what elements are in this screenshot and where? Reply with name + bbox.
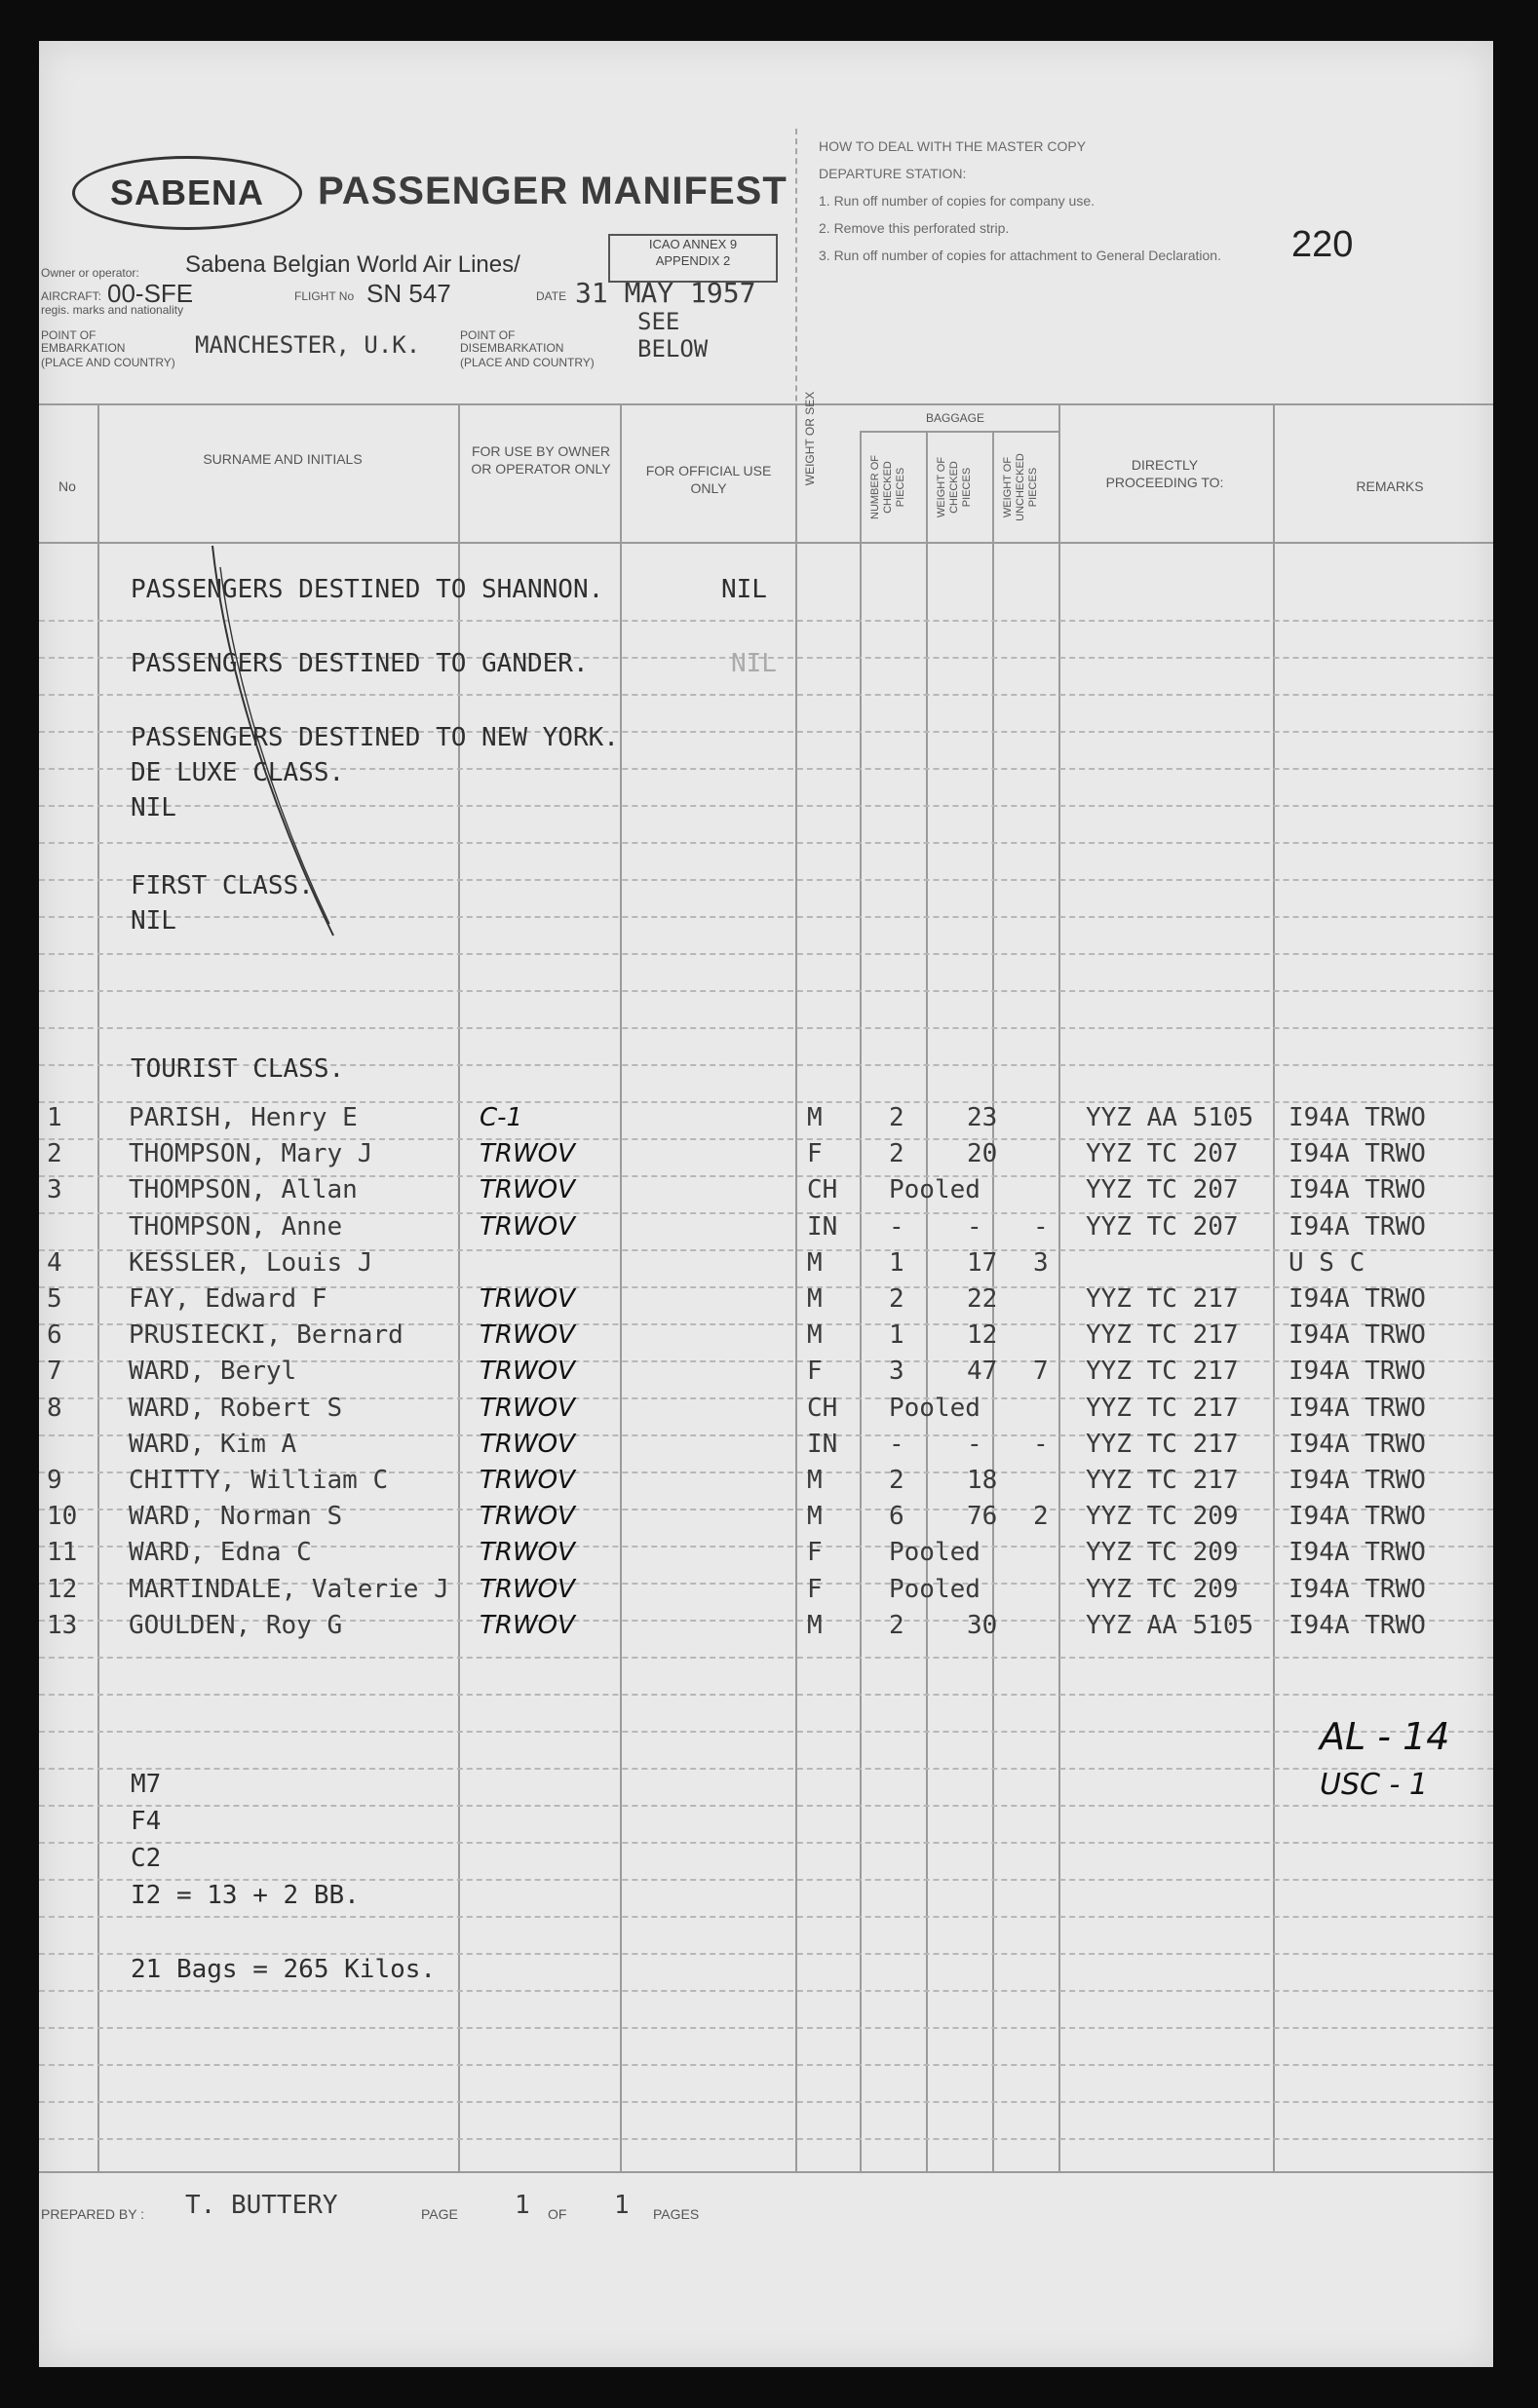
passenger-row [39,1317,1493,1352]
embark-label: POINT OF EMBARKATION [41,328,126,355]
passenger-no: 7 [47,1357,62,1387]
cancellation-line [212,546,333,936]
passenger-mark: TRWOV [480,1175,575,1205]
passenger-sex: IN [807,1211,838,1242]
passenger-sex: M [807,1103,823,1132]
col-header-weight: WEIGHT OR SEX [803,391,817,486]
passenger-no: 2 [47,1139,62,1169]
ruled-line [39,1657,1493,1659]
ruled-line [39,1768,1493,1770]
passenger-pcs: 3 [889,1357,904,1387]
passenger-row [39,1135,1493,1170]
passenger-to: YYZ TC 217 [1086,1284,1239,1314]
aircraft-label: AIRCRAFT: [41,289,102,303]
pages-label: PAGES [653,2206,700,2222]
passenger-unc: 2 [1033,1502,1049,1532]
passenger-no: 8 [47,1393,62,1423]
passenger-no: 5 [47,1284,62,1314]
passenger-kg: 22 [967,1284,998,1314]
col-header-surname: SURNAME AND INITIALS [203,451,363,467]
passenger-name: MARTINDALE, Valerie J [129,1574,449,1604]
passenger-name: WARD, Edna C [129,1538,312,1568]
passenger-pcs: 6 [889,1502,904,1532]
passenger-rem: I94A TRWO [1288,1357,1426,1387]
section-newyork: PASSENGERS DESTINED TO NEW YORK. [131,723,619,752]
passenger-to: YYZ TC 217 [1086,1320,1239,1351]
ruled-line [39,2064,1493,2066]
handwritten-al: AL - 14 [1320,1715,1450,1758]
ruled-line [39,1805,1493,1807]
passenger-mark: C-1 [480,1103,523,1132]
sabena-logo [72,156,302,230]
passenger-pcs: 2 [889,1103,904,1132]
passenger-pcs: Pooled [889,1393,980,1423]
passenger-sex: M [807,1247,823,1278]
passenger-unc: - [1033,1211,1049,1242]
date-value: 31 MAY 1957 [575,277,756,309]
passenger-row [39,1171,1493,1206]
prepared-value: T. BUTTERY [185,2191,338,2220]
aircraft-sub: regis. marks and nationality [41,303,184,317]
page-number: 220 [1291,224,1354,265]
ruled-line [39,953,1493,955]
passenger-row [39,1244,1493,1280]
section-deluxe: DE LUXE CLASS. [131,758,345,787]
passenger-row [39,1280,1493,1316]
aircraft-value: 00-SFE [107,279,194,308]
ruled-line [39,1990,1493,1992]
passenger-name: CHITTY, William C [129,1466,389,1495]
passenger-row [39,1353,1493,1388]
passenger-sex: M [807,1502,823,1532]
section-first: FIRST CLASS. [131,871,314,900]
passenger-name: PRUSIECKI, Bernard [129,1320,404,1351]
passenger-rem: I94A TRWO [1288,1574,1426,1604]
ruled-line [39,2138,1493,2140]
prepared-label: PREPARED BY : [41,2206,145,2222]
cancellation-line-2 [220,567,329,924]
passenger-row [39,1571,1493,1606]
section-gander-nil: NIL [731,649,777,678]
icao-line-1: ICAO ANNEX 9 [648,237,738,251]
page-label: PAGE [421,2206,458,2222]
table-top-border [39,403,1493,405]
embark-sub: (PLACE AND COUNTRY) [41,356,175,369]
passenger-kg: 12 [967,1320,998,1351]
of-label: OF [548,2206,567,2222]
instruction-2: DEPARTURE STATION: [819,166,967,181]
passenger-rem: I94A TRWO [1288,1502,1426,1532]
section-first-nil: NIL [131,906,176,936]
passenger-rem: I94A TRWO [1288,1538,1426,1568]
passenger-mark: TRWOV [480,1502,575,1532]
section-shannon: PASSENGERS DESTINED TO SHANNON. [131,575,604,604]
logo-text: SABENA [109,172,264,212]
passenger-rem: I94A TRWO [1288,1429,1426,1459]
ruled-line [39,1731,1493,1733]
passenger-sex: F [807,1139,823,1169]
passenger-name: THOMPSON, Anne [129,1211,343,1242]
disembark-value-1: SEE [637,308,680,335]
passenger-rem: I94A TRWO [1288,1610,1426,1640]
passenger-rem: I94A TRWO [1288,1284,1426,1314]
passenger-no: 3 [47,1175,62,1205]
passenger-sex: F [807,1574,823,1604]
section-tourist: TOURIST CLASS. [131,1054,345,1084]
passenger-pcs: 2 [889,1610,904,1640]
ruled-line [39,1916,1493,1918]
passenger-to: YYZ TC 217 [1086,1393,1239,1423]
passenger-kg: 17 [967,1247,998,1278]
passenger-pcs: Pooled [889,1175,980,1205]
handwritten-usc: USC - 1 [1320,1768,1428,1802]
passenger-to: YYZ TC 207 [1086,1211,1239,1242]
embark-value: MANCHESTER, U.K. [195,331,421,359]
passenger-name: WARD, Kim A [129,1429,297,1459]
col-header-checked-weight: WEIGHT OF CHECKED PIECES [936,456,973,518]
section-gander: PASSENGERS DESTINED TO GANDER. [131,649,589,678]
passenger-mark: TRWOV [480,1393,575,1423]
passenger-to: YYZ TC 217 [1086,1466,1239,1495]
passenger-no: 4 [47,1247,62,1278]
passenger-row [39,1607,1493,1642]
passenger-sex: IN [807,1429,838,1459]
passenger-no: 13 [47,1610,78,1640]
passenger-row [39,1534,1493,1569]
icao-box [608,234,778,283]
passenger-rem: I94A TRWO [1288,1175,1426,1205]
instruction-5: 3. Run off number of copies for attachment to General Declaration. [819,248,1221,263]
col-header-proceeding: DIRECTLY PROCEEDING TO: [1105,457,1224,490]
passenger-row [39,1208,1493,1243]
passenger-no: 9 [47,1466,62,1495]
passenger-sex: M [807,1610,823,1640]
passenger-to: YYZ TC 209 [1086,1538,1239,1568]
passenger-row [39,1390,1493,1425]
passenger-kg: 76 [967,1502,998,1532]
ruled-line [39,1027,1493,1029]
passenger-mark: TRWOV [480,1610,575,1640]
ruled-line [39,2101,1493,2103]
passenger-pcs: Pooled [889,1574,980,1604]
instruction-3: 1. Run off number of copies for company use. [819,193,1096,209]
passenger-pcs: 2 [889,1284,904,1314]
summary-c: C2 [131,1844,162,1873]
passenger-pcs: Pooled [889,1538,980,1568]
passenger-sex: F [807,1538,823,1568]
summary-m: M7 [131,1770,162,1799]
passenger-rem: I94A TRWO [1288,1139,1426,1169]
passenger-no: 6 [47,1320,62,1351]
summary-i: I2 = 13 + 2 BB. [131,1881,360,1910]
passenger-mark: TRWOV [480,1574,575,1604]
disembark-value-2: BELOW [637,335,709,363]
passenger-name: PARISH, Henry E [129,1103,358,1132]
passenger-to: YYZ TC 209 [1086,1502,1239,1532]
passenger-pcs: 2 [889,1139,904,1169]
summary-bags: 21 Bags = 265 Kilos. [131,1955,437,1984]
col-header-remarks: REMARKS [1356,478,1424,494]
passenger-rem: I94A TRWO [1288,1466,1426,1495]
passenger-name: THOMPSON, Allan [129,1175,358,1205]
passenger-name: WARD, Norman S [129,1502,343,1532]
passenger-name: FAY, Edward F [129,1284,327,1314]
passenger-sex: M [807,1320,823,1351]
passenger-mark: TRWOV [480,1429,575,1459]
passenger-no: 10 [47,1502,78,1532]
passenger-name: THOMPSON, Mary J [129,1139,373,1169]
passenger-pcs: 1 [889,1247,904,1278]
col-header-official-use: FOR OFFICIAL USE ONLY [645,463,772,496]
passenger-mark: TRWOV [480,1466,575,1495]
icao-line-2: APPENDIX 2 [655,253,731,268]
passenger-mark: TRWOV [480,1357,575,1387]
flight-value: SN 547 [366,279,451,308]
passenger-to: YYZ TC 207 [1086,1175,1239,1205]
passenger-mark: TRWOV [480,1284,575,1314]
passenger-rem: U S C [1288,1247,1365,1278]
passenger-pcs: - [889,1211,904,1242]
passenger-unc: - [1033,1429,1049,1459]
col-header-unchecked-weight: WEIGHT OF UNCHECKED PIECES [1002,453,1039,521]
passenger-kg: 30 [967,1610,998,1640]
passenger-pcs: 2 [889,1466,904,1495]
passenger-no: 12 [47,1574,78,1604]
page-value: 1 [515,2191,530,2220]
passenger-row [39,1462,1493,1497]
col-header-no: No [58,478,76,494]
passenger-pcs: 1 [889,1320,904,1351]
passenger-sex: M [807,1466,823,1495]
passenger-kg: 20 [967,1139,998,1169]
passenger-sex: F [807,1357,823,1387]
passenger-rem: I94A TRWO [1288,1211,1426,1242]
passenger-rem: I94A TRWO [1288,1103,1426,1132]
instruction-1: HOW TO DEAL WITH THE MASTER COPY [819,138,1087,154]
form-title: PASSENGER MANIFEST [318,170,788,212]
ruled-line [39,990,1493,992]
perforation-line [795,129,797,431]
baggage-header-line [860,431,1058,433]
passenger-mark: TRWOV [480,1320,575,1351]
flight-label: FLIGHT No [294,289,355,303]
passenger-sex: CH [807,1175,838,1205]
passenger-no: 1 [47,1103,62,1132]
table-bottom-border [39,2171,1493,2173]
passenger-row [39,1099,1493,1134]
passenger-name: WARD, Beryl [129,1357,297,1387]
owner-label: Owner or operator: [41,266,139,280]
passenger-kg: 23 [967,1103,998,1132]
summary-f: F4 [131,1807,162,1836]
passenger-name: KESSLER, Louis J [129,1247,373,1278]
passenger-name: WARD, Robert S [129,1393,343,1423]
manifest-page [39,41,1493,2367]
passenger-rem: I94A TRWO [1288,1320,1426,1351]
passenger-name: GOULDEN, Roy G [129,1610,343,1640]
passenger-to: YYZ TC 207 [1086,1139,1239,1169]
passenger-mark: TRWOV [480,1211,575,1242]
passenger-rem: I94A TRWO [1288,1393,1426,1423]
passenger-mark: TRWOV [480,1538,575,1568]
passenger-unc: 7 [1033,1357,1049,1387]
ruled-line [39,2027,1493,2029]
of-value: 1 [614,2191,630,2220]
section-shannon-nil: NIL [721,575,767,604]
passenger-mark: TRWOV [480,1139,575,1169]
passenger-to: YYZ TC 217 [1086,1429,1239,1459]
col-header-owner-use: FOR USE BY OWNER OR OPERATOR ONLY [471,443,611,477]
ruled-line [39,1842,1493,1844]
cancellation-stroke [156,538,351,947]
passenger-kg: - [967,1429,982,1459]
disembark-sub: (PLACE AND COUNTRY) [460,356,595,369]
passenger-row [39,1426,1493,1461]
passenger-kg: - [967,1211,982,1242]
passenger-to: YYZ AA 5105 [1086,1610,1254,1640]
passenger-pcs: - [889,1429,904,1459]
section-deluxe-nil: NIL [131,793,176,822]
passenger-to: YYZ TC 209 [1086,1574,1239,1604]
owner-value: Sabena Belgian World Air Lines/ [185,251,520,278]
instruction-4: 2. Remove this perforated strip. [819,220,1010,236]
passenger-unc: 3 [1033,1247,1049,1278]
disembark-label: POINT OF DISEMBARKATION [460,328,564,355]
passenger-no: 11 [47,1538,78,1568]
col-header-checked-pieces: NUMBER OF CHECKED PIECES [869,455,906,519]
passenger-sex: CH [807,1393,838,1423]
passenger-kg: 18 [967,1466,998,1495]
ruled-line [39,1694,1493,1696]
passenger-to: YYZ AA 5105 [1086,1103,1254,1132]
passenger-row [39,1498,1493,1533]
passenger-to: YYZ TC 217 [1086,1357,1239,1387]
col-header-baggage: BAGGAGE [925,411,985,425]
date-label: DATE [536,289,567,303]
passenger-kg: 47 [967,1357,998,1387]
passenger-sex: M [807,1284,823,1314]
